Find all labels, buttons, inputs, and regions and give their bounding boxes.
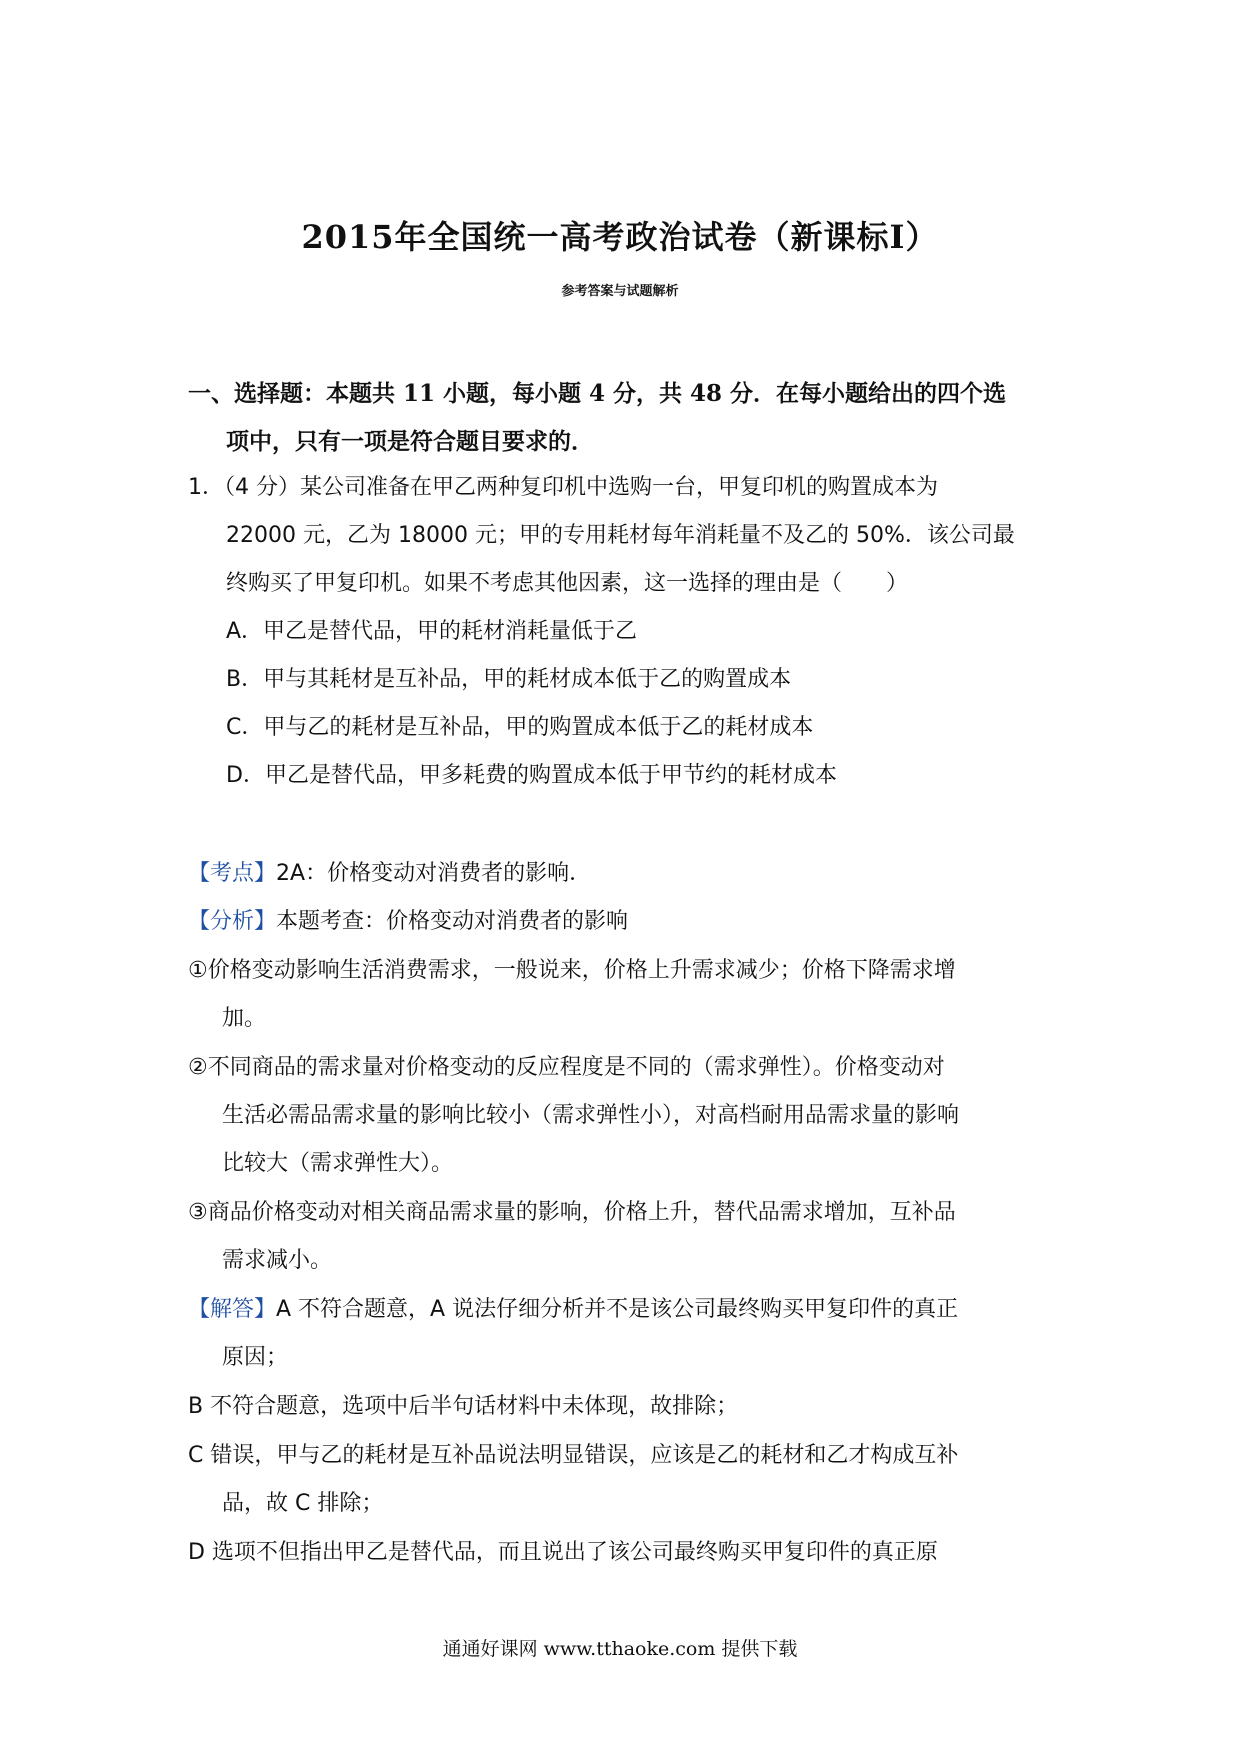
page-title: 2015年全国统一高考政治试卷（新课标Ⅰ） <box>301 218 939 256</box>
point1-line2: 加。 <box>222 1006 267 1031</box>
jieda-line2: 原因； <box>222 1345 289 1370</box>
question-line1: 1．（4 分）某公司准备在甲乙两种复印机中选购一台，甲复印机的购置成本为 <box>188 475 938 500</box>
option-b: B．甲与其耗材是互补品，甲的耗材成本低于乙的购置成本 <box>226 667 792 692</box>
page-subtitle: 参考答案与试题解析 <box>561 284 679 299</box>
point3-line2: 需求减小。 <box>222 1248 333 1273</box>
page-footer: 通通好课网 www.tthaoke.com 提供下载 <box>442 1638 798 1660</box>
option-d-analysis-line1: D 选项不但指出甲乙是替代品，而且说出了该公司最终购买甲复印件的真正原 <box>188 1540 938 1565</box>
option-a: A．甲乙是替代品，甲的耗材消耗量低于乙 <box>226 619 638 644</box>
section-heading-line2: 项中，只有一项是符合题目要求的． <box>226 428 594 455</box>
jieda-text-line1: A 不符合题意，A 说法仔细分析并不是该公司最终购买甲复印件的真正 <box>276 1297 959 1322</box>
point2-line1: ②不同商品的需求量对价格变动的反应程度是不同的（需求弹性）。价格变动对 <box>188 1055 945 1080</box>
fenxi-line <box>188 904 628 935</box>
option-c-analysis-line2: 品，故 C 排除； <box>222 1491 384 1516</box>
section-heading <box>188 370 1068 466</box>
kaodian-line <box>188 856 591 887</box>
kaodian-text: 2A：价格变动对消费者的影响． <box>276 861 592 886</box>
point2-line2: 生活必需品需求量的影响比较小（需求弹性小），对高档耐用品需求量的影响 <box>222 1103 960 1128</box>
option-c: C．甲与乙的耗材是互补品，甲的购置成本低于乙的耗材成本 <box>226 715 814 740</box>
option-b-analysis: B 不符合题意，选项中后半句话材料中未体现，故排除； <box>188 1394 739 1419</box>
fenxi-tag: 【分析】 <box>188 909 277 934</box>
point3-line1: ③商品价格变动对相关商品需求量的影响，价格上升，替代品需求增加，互补品 <box>188 1200 956 1225</box>
question-line2: 22000 元，乙为 18000 元；甲的专用耗材每年消耗量不及乙的 50%．该公司最 <box>226 523 1015 548</box>
option-d: D．甲乙是替代品，甲多耗费的购置成本低于甲节约的耗材成本 <box>226 763 837 788</box>
question-line3: 终购买了甲复印机。如果不考虑其他因素，这一选择的理由是（ ） <box>226 571 909 596</box>
point2-line3: 比较大（需求弹性大）。 <box>222 1151 454 1176</box>
fenxi-text: 本题考查：价格变动对消费者的影响 <box>276 909 629 934</box>
kaodian-tag: 【考点】 <box>188 861 277 886</box>
section-heading-line1: 一、选择题：本题共 11 小题，每小题 4 分，共 48 分．在每小题给出的四个选 <box>188 380 1007 407</box>
option-c-analysis-line1: C 错误，甲与乙的耗材是互补品说法明显错误，应该是乙的耗材和乙才构成互补 <box>188 1443 959 1468</box>
jieda-tag: 【解答】 <box>188 1297 277 1322</box>
point1-line1: ①价格变动影响生活消费需求，一般说来，价格上升需求减少；价格下降需求增 <box>188 958 956 983</box>
jieda-line1 <box>188 1292 958 1323</box>
